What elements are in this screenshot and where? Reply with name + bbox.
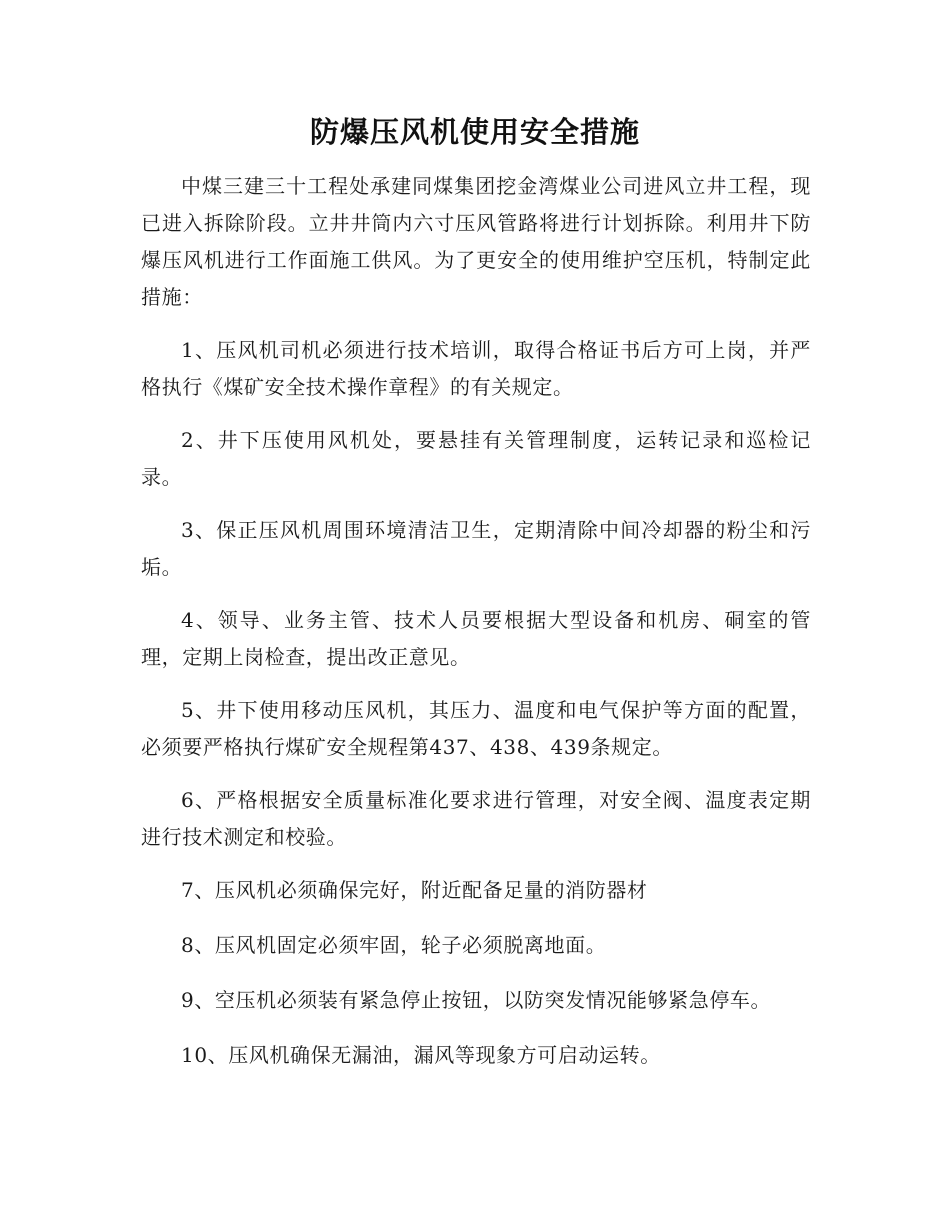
measure-item-8: 8、压风机固定必须牢固，轮子必须脱离地面。 [181, 933, 607, 957]
measure-item-3: 3、保正压风机周围环境清洁卫生，定期清除中间冷却器的粉尘和污垢。 [141, 518, 811, 579]
measure-item-6: 6、严格根据安全质量标准化要求进行管理，对安全阀、温度表定期进行技术测定和校验。 [141, 788, 811, 849]
measure-item-7: 7、压风机必须确保完好，附近配备足量的消防器材 [181, 878, 648, 902]
measure-item-5: 5、井下使用移动压风机，其压力、温度和电气保护等方面的配置，必须要严格执行煤矿安全规程第437、438、439条规定。 [141, 698, 811, 759]
measure-item-1: 1、压风机司机必须进行技术培训，取得合格证书后方可上岗，并严格执行《煤矿安全技术操作章程》的有关规定。 [141, 338, 811, 399]
measure-item-10: 10、压风机确保无漏油，漏风等现象方可启动运转。 [181, 1043, 661, 1067]
document-title: 防爆压风机使用安全措施 [309, 115, 640, 149]
measure-item-2: 2、井下压使用风机处，要悬挂有关管理制度，运转记录和巡检记录。 [141, 428, 811, 489]
measure-item-9: 9、空压机必须装有紧急停止按钮，以防突发情况能够紧急停车。 [181, 988, 772, 1012]
intro-paragraph: 中煤三建三十工程处承建同煤集团挖金湾煤业公司进风立井工程，现已进入拆除阶段。立井井筒内六寸压风管路将进行计划拆除。利用井下防爆压风机进行工作面施工供风。为了更安全的使用维护空压机，特制定此措施： [141, 174, 811, 309]
document-body [141, 168, 811, 1092]
measure-item-4: 4、领导、业务主管、技术人员要根据大型设备和机房、硐室的管理，定期上岗检查，提出改正意见。 [141, 608, 811, 669]
